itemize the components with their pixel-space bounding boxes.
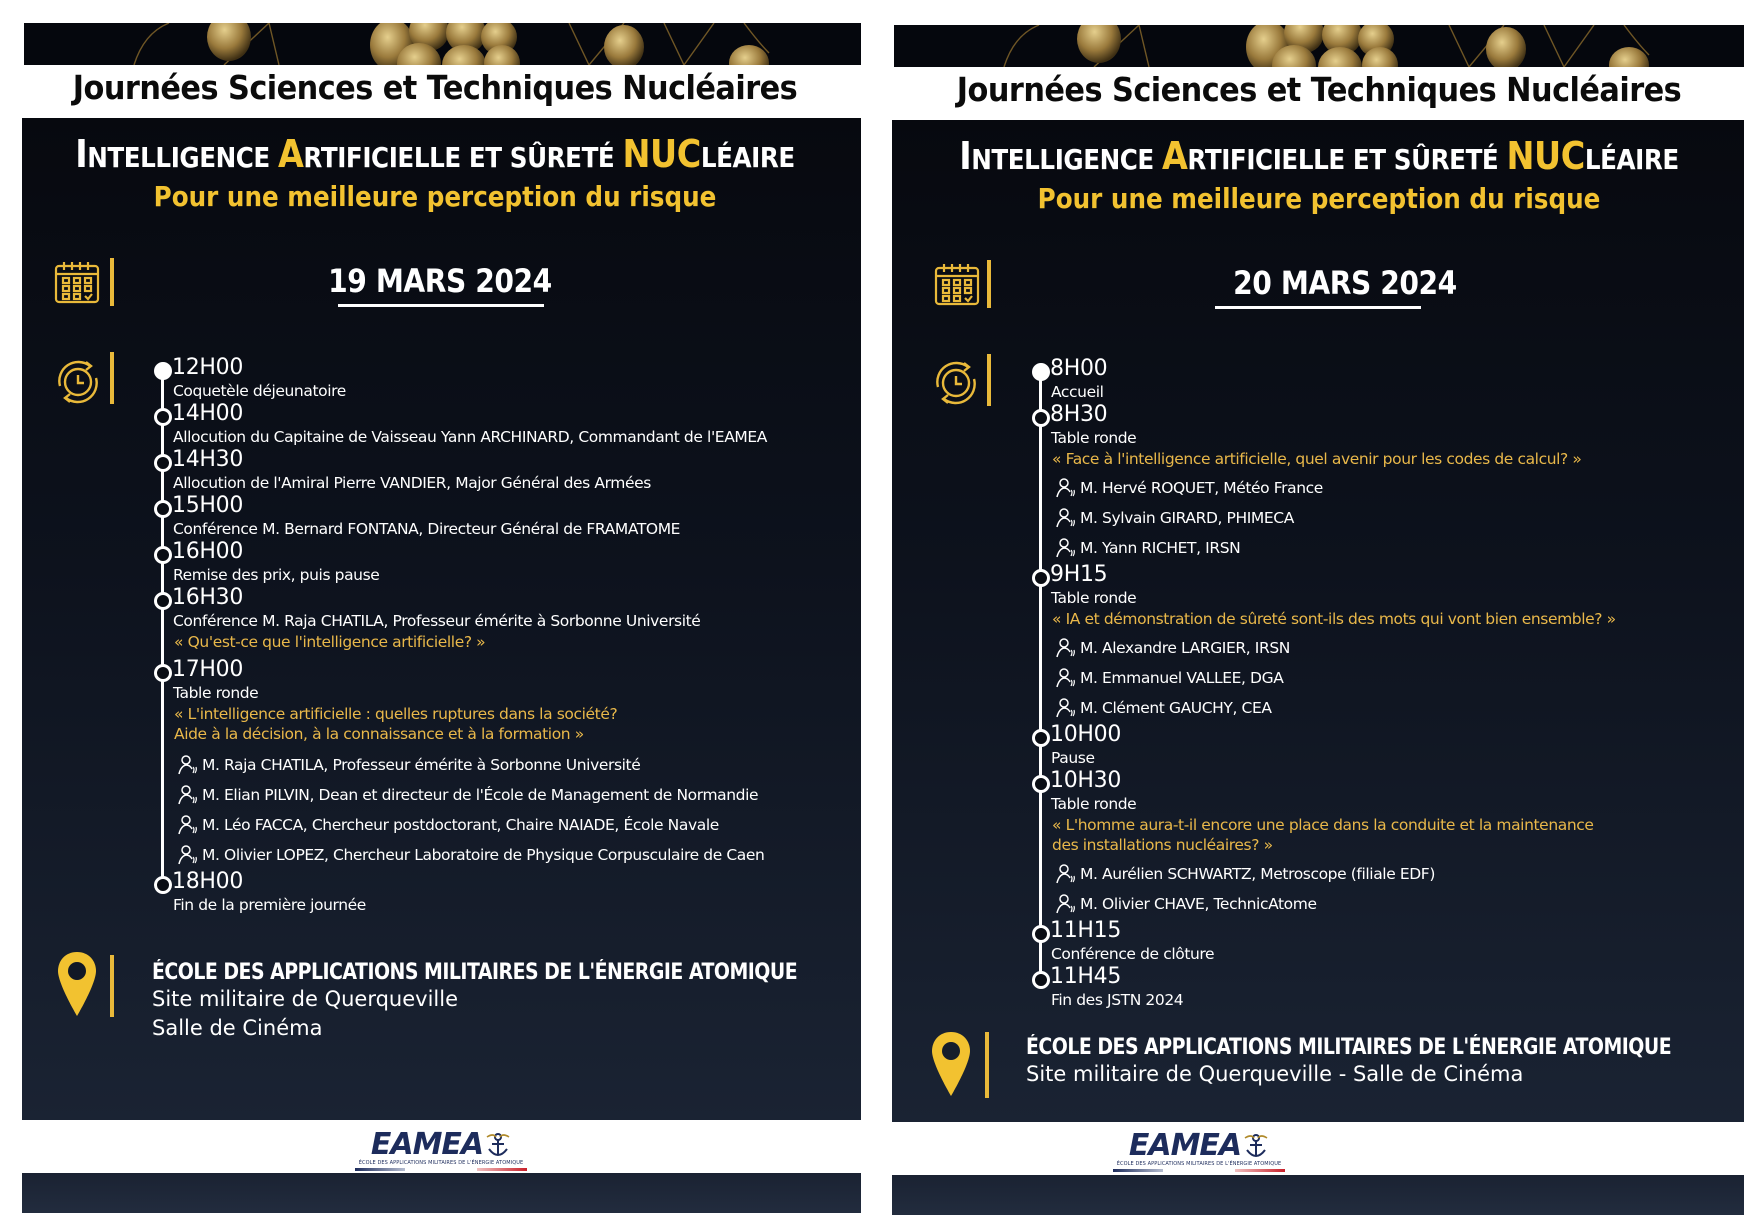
- person-icon: [1056, 864, 1078, 884]
- speaker-name: M. Sylvain GIRARD, PHIMECA: [1080, 509, 1294, 527]
- person-icon: [178, 845, 200, 865]
- speaker-item: [1056, 663, 1616, 693]
- schedule-slot: [1028, 919, 1616, 965]
- theme-initial-gold: A: [277, 132, 304, 176]
- timeline-dot: [154, 592, 172, 610]
- slot-description: Table ronde: [1051, 429, 1137, 447]
- slot-time: 17H00: [172, 657, 244, 682]
- speaker-name: M. Alexandre LARGIER, IRSN: [1080, 639, 1290, 657]
- schedule-slot: [1028, 965, 1616, 1011]
- theme-part: RTIFICIELLE ET SÛRETÉ: [1187, 143, 1507, 176]
- slot-description: Remise des prix, puis pause: [173, 566, 380, 584]
- schedule-slot: [150, 870, 767, 916]
- timeline-dot: [154, 408, 172, 426]
- schedule-slot: [1028, 769, 1616, 919]
- speaker-item: [1056, 693, 1616, 723]
- molecule-illustration: [894, 25, 1744, 67]
- logo-tricolor-stripes: [355, 1168, 527, 1171]
- theme-initial-gold: NUC: [1506, 134, 1585, 178]
- speaker-item: [1056, 859, 1616, 889]
- subtitle: Pour une meilleure perception du risque: [1037, 182, 1601, 215]
- date-underline: [338, 304, 544, 307]
- timeline-dot: [1032, 363, 1050, 381]
- timeline-dot: [154, 500, 172, 518]
- speaker-name: M. Raja CHATILA, Professeur émérite à Sorbonne Université: [202, 756, 641, 774]
- person-icon: [1056, 638, 1078, 658]
- slot-description: Conférence de clôture: [1051, 945, 1215, 963]
- slot-time: 8H30: [1050, 402, 1108, 427]
- venue-name: ÉCOLE DES APPLICATIONS MILITAIRES DE L'ÉNERGIE ATOMIQUE: [152, 960, 798, 985]
- divider: [987, 260, 991, 308]
- slot-description: Fin des JSTN 2024: [1051, 991, 1184, 1009]
- timeline-dot: [154, 546, 172, 564]
- header-banner-image: [894, 25, 1744, 67]
- event-title: Journées Sciences et Techniques Nucléaires: [72, 68, 798, 107]
- event-date: 19 MARS 2024: [328, 262, 552, 300]
- speaker-name: M. Elian PILVIN, Dean et directeur de l'École de Management de Normandie: [202, 786, 759, 804]
- person-icon: [1056, 698, 1078, 718]
- subtitle: Pour une meilleure perception du risque: [153, 180, 717, 213]
- theme-title: [52, 132, 818, 176]
- divider: [985, 1032, 989, 1098]
- timeline-dot: [154, 362, 172, 380]
- timeline-dot: [1032, 925, 1050, 943]
- location-pin-icon: [56, 950, 98, 1018]
- schedule-timeline: [1028, 357, 1616, 1011]
- speaker-name: M. Olivier LOPEZ, Chercheur Laboratoire de Physique Corpusculaire de Caen: [202, 846, 765, 864]
- person-icon: [1056, 538, 1078, 558]
- person-icon: [178, 755, 200, 775]
- slot-topic: « L'homme aura-t-il encore une place dans la conduite et la maintenance des installations nucléaires? »: [1052, 816, 1594, 854]
- slot-time: 14H00: [172, 401, 244, 426]
- clock-cycle-icon: [52, 356, 104, 408]
- person-icon: [1056, 668, 1078, 688]
- speaker-name: M. Clément GAUCHY, CEA: [1080, 699, 1272, 717]
- divider: [110, 955, 114, 1017]
- schedule-timeline: [150, 356, 767, 916]
- eamea-logo: [1099, 1128, 1299, 1172]
- timeline-dot: [1032, 409, 1050, 427]
- schedule-slot: [1028, 357, 1616, 403]
- slot-time: 10H00: [1050, 722, 1122, 747]
- calendar-icon: [52, 258, 104, 310]
- slot-time: 16H00: [172, 539, 244, 564]
- schedule-slot: [150, 586, 767, 652]
- slot-topic: « Face à l'intelligence artificielle, quel avenir pour les codes de calcul? »: [1052, 450, 1582, 468]
- slot-time: 10H30: [1050, 768, 1122, 793]
- clock-cycle-icon: [930, 357, 982, 409]
- speaker-item: [1056, 533, 1616, 563]
- slot-time: 16H30: [172, 585, 244, 610]
- anchor-emblem-icon: [1243, 1132, 1269, 1160]
- speaker-item: [1056, 473, 1616, 503]
- location-pin-icon: [930, 1030, 972, 1098]
- event-date: 20 MARS 2024: [1233, 264, 1457, 302]
- slot-description: Table ronde: [1051, 589, 1137, 607]
- timeline-dot: [1032, 729, 1050, 747]
- schedule-slot: [1028, 563, 1616, 723]
- slot-time: 15H00: [172, 493, 244, 518]
- slot-description: Table ronde: [1051, 795, 1137, 813]
- theme-initial-gold: A: [1161, 134, 1188, 178]
- footer-band: [892, 1175, 1744, 1215]
- logo-subtitle: ÉCOLE DES APPLICATIONS MILITAIRES DE L'ÉNERGIE ATOMIQUE: [358, 1160, 524, 1166]
- venue-name: ÉCOLE DES APPLICATIONS MILITAIRES DE L'ÉNERGIE ATOMIQUE: [1026, 1035, 1672, 1060]
- timeline-dot: [154, 876, 172, 894]
- person-icon: [1056, 894, 1078, 914]
- logo-wordmark: EAMEA: [1128, 1128, 1242, 1163]
- slot-description: Fin de la première journée: [173, 896, 366, 914]
- venue-site: Site militaire de Querqueville - Salle de Cinéma: [1026, 1062, 1524, 1086]
- slot-time: 12H00: [172, 355, 244, 380]
- eamea-logo: [341, 1127, 541, 1171]
- theme-initial: I: [75, 132, 88, 176]
- timeline-dot: [1032, 971, 1050, 989]
- schedule-slot: [1028, 723, 1616, 769]
- slot-description: Allocution du Capitaine de Vaisseau Yann ARCHINARD, Commandant de l'EAMEA: [173, 428, 767, 446]
- venue-block: [1026, 1035, 1744, 1089]
- speaker-item: [178, 750, 767, 780]
- speaker-name: M. Léo FACCA, Chercheur postdoctorant, Chaire NAIADE, École Navale: [202, 816, 719, 834]
- date-underline: [1215, 306, 1421, 309]
- slot-time: 14H30: [172, 447, 244, 472]
- slot-description: Conférence M. Bernard FONTANA, Directeur Général de FRAMATOME: [173, 520, 681, 538]
- slot-description: Conférence M. Raja CHATILA, Professeur émérite à Sorbonne Université: [173, 612, 701, 630]
- person-icon: [178, 815, 200, 835]
- footer-band: [22, 1173, 861, 1213]
- person-icon: [1056, 508, 1078, 528]
- theme-part: NTELLIGENCE: [971, 143, 1162, 176]
- program-page-day-2: [880, 0, 1744, 1226]
- anchor-emblem-icon: [485, 1131, 511, 1159]
- theme-part: LÉAIRE: [1584, 143, 1679, 176]
- slot-time: 8H00: [1050, 356, 1108, 381]
- schedule-slot: [150, 356, 767, 402]
- speaker-item: [1056, 889, 1616, 919]
- slot-time: 11H15: [1050, 918, 1122, 943]
- logo-wordmark: EAMEA: [370, 1127, 484, 1162]
- theme-part: RTIFICIELLE ET SÛRETÉ: [303, 141, 623, 174]
- header-banner-image: [24, 23, 861, 65]
- speaker-item: [1056, 633, 1616, 663]
- speaker-name: M. Yann RICHET, IRSN: [1080, 539, 1241, 557]
- timeline-dot: [154, 454, 172, 472]
- slot-description: Accueil: [1051, 383, 1104, 401]
- event-title: Journées Sciences et Techniques Nucléaires: [956, 70, 1682, 109]
- speaker-name: M. Emmanuel VALLEE, DGA: [1080, 669, 1284, 687]
- slot-time: 11H45: [1050, 964, 1122, 989]
- divider: [987, 354, 991, 406]
- schedule-slot: [150, 540, 767, 586]
- timeline-dot: [154, 664, 172, 682]
- divider: [110, 352, 114, 404]
- logo-tricolor-stripes: [1113, 1169, 1285, 1172]
- program-page-day-1: [0, 0, 870, 1226]
- speaker-item: [178, 810, 767, 840]
- theme-initial-gold: NUC: [622, 132, 701, 176]
- person-icon: [1056, 478, 1078, 498]
- speaker-item: [178, 840, 767, 870]
- speaker-name: M. Olivier CHAVE, TechnicAtome: [1080, 895, 1317, 913]
- schedule-slot: [150, 448, 767, 494]
- person-icon: [178, 785, 200, 805]
- venue-room: Salle de Cinéma: [152, 1016, 323, 1040]
- logo-subtitle: ÉCOLE DES APPLICATIONS MILITAIRES DE L'ÉNERGIE ATOMIQUE: [1116, 1161, 1282, 1167]
- slot-description: Table ronde: [173, 684, 259, 702]
- schedule-slot: [1028, 403, 1616, 563]
- slot-time: 9H15: [1050, 562, 1108, 587]
- slot-description: Coquetèle déjeunatoire: [173, 382, 346, 400]
- speaker-name: M. Aurélien SCHWARTZ, Metroscope (filiale EDF): [1080, 865, 1435, 883]
- theme-title: [945, 134, 1693, 178]
- theme-part: NTELLIGENCE: [87, 141, 278, 174]
- slot-topic: « L'intelligence artificielle : quelles ruptures dans la société? Aide à la décision, à la connaissance et à la formation »: [174, 705, 618, 743]
- slot-topic: « Qu'est-ce que l'intelligence artificielle? »: [174, 633, 486, 651]
- speaker-name: M. Hervé ROQUET, Météo France: [1080, 479, 1323, 497]
- slot-description: Allocution de l'Amiral Pierre VANDIER, Major Général des Armées: [173, 474, 651, 492]
- slot-description: Pause: [1051, 749, 1095, 767]
- venue-site: Site militaire de Querqueville: [152, 987, 459, 1011]
- molecule-illustration: [24, 23, 861, 65]
- timeline-dot: [1032, 569, 1050, 587]
- divider: [110, 258, 114, 306]
- venue-block: [152, 960, 902, 1043]
- timeline-dot: [1032, 775, 1050, 793]
- slot-topic: « IA et démonstration de sûreté sont-ils des mots qui vont bien ensemble? »: [1052, 610, 1616, 628]
- schedule-slot: [150, 658, 767, 870]
- speaker-item: [178, 780, 767, 810]
- calendar-icon: [932, 260, 984, 312]
- schedule-slot: [150, 402, 767, 448]
- schedule-slot: [150, 494, 767, 540]
- theme-part: LÉAIRE: [700, 141, 795, 174]
- theme-initial: I: [959, 134, 972, 178]
- speaker-item: [1056, 503, 1616, 533]
- slot-time: 18H00: [172, 869, 244, 894]
